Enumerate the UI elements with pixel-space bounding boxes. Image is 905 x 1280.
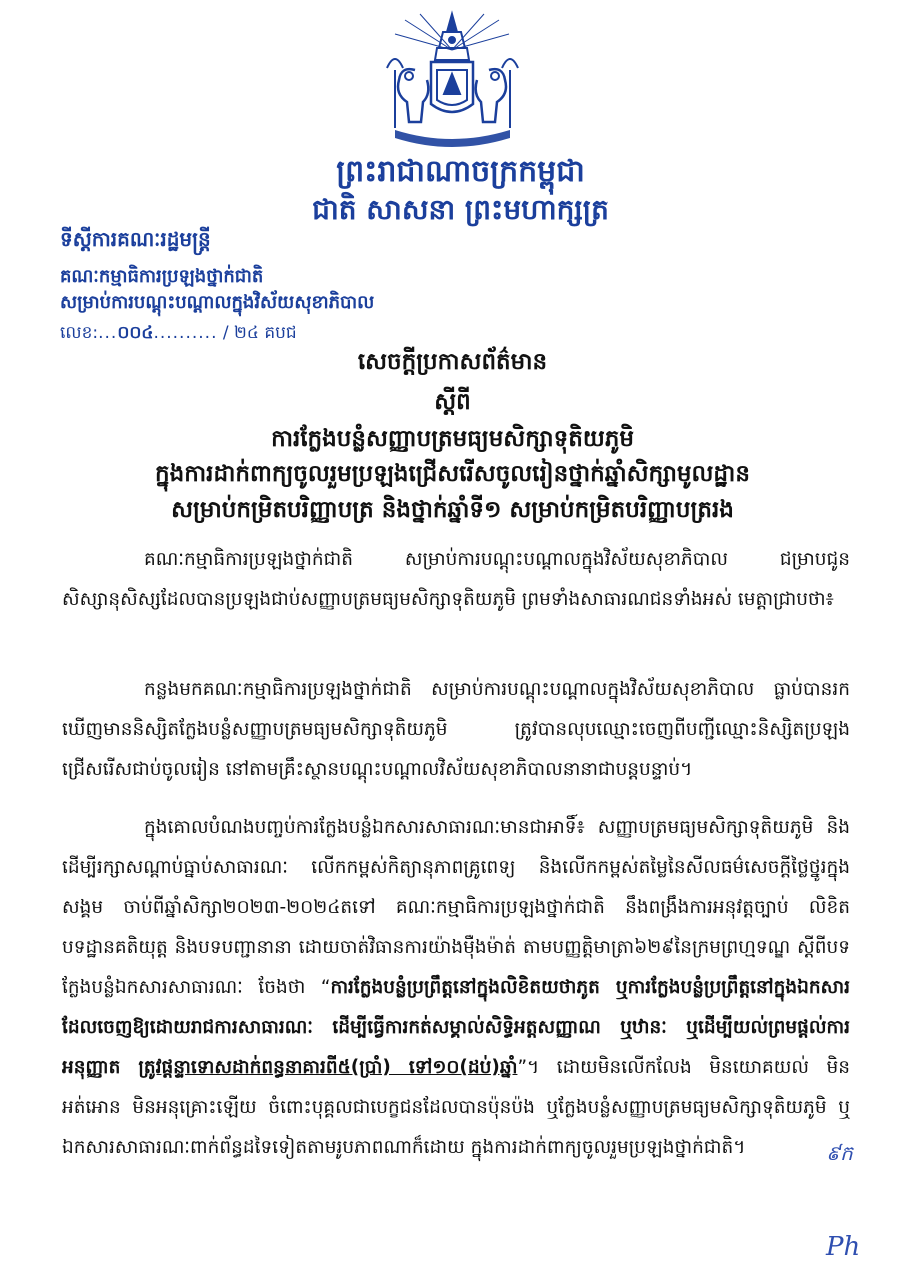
committee-name-line1: គណៈកម្មាធិការប្រឡងថ្នាក់ជាតិ	[60, 266, 264, 287]
paragraph-2: កន្លងមកគណៈកម្មាធិការប្រឡងថ្នាក់ជាតិ សម្រាប់ការបណ្តុះបណ្តាលក្នុងវិស័យសុខាភិបាល ធ្លាប់បានរកឃើញមាននិស្សិតក្លែងបន្លំសញ្ញាបត្រមធ្យមសិក្សាទុតិយភូមិ ត្រូវបានលុបឈ្មោះចេញពីបញ្ជីឈ្មោះនិស្សិតប្រឡងជ្រើសរើសជាប់ចូលរៀន នៅតាមគ្រឹះស្ថានបណ្តុះបណ្តាលវិស័យសុខាភិបាលនានាជាបន្តបន្ទាប់។	[62, 679, 850, 780]
paragraph-3	[62, 808, 850, 1168]
reference-number-value: ០០៤	[117, 323, 154, 343]
handwritten-initial-right: ៩ក	[826, 1141, 853, 1165]
paragraph-3-penalty: ត្រូវផ្តន្ទាទោសដាក់ពន្ធនាគារពី៥(ប្រាំ) ទៅ១០(ដប់)ឆ្នាំ	[138, 1057, 518, 1078]
reference-dots-before: ...	[98, 323, 118, 343]
kingdom-title: ព្រះរាជាណាចក្រកម្ពុជា	[336, 154, 585, 189]
title-subject-label: ស្តីពី	[434, 389, 471, 415]
handwritten-initial-bottom: Ph	[826, 1232, 861, 1262]
reference-number	[60, 322, 297, 347]
reference-year-suffix: / ២៤ គបជ	[222, 323, 297, 343]
document-title: សេចក្តីប្រកាសព័ត៌មាន	[357, 349, 548, 375]
paragraph-3-quoted-law: ការក្លែងបន្លំប្រព្រឹត្តនៅក្នុងលិខិតយថាភូត ឬការក្លែងបន្លំប្រព្រឹត្តនៅក្នុងឯកសារដែលចេញឱ្យដោយរាជការសាធារណៈ ដើម្បីធ្វើការកត់សម្គាល់សិទ្ធិអត្តសញ្ញាណ ឬឋានៈ ឬដើម្បីយល់ព្រមផ្តល់ការអនុញ្ញាត	[62, 977, 850, 1078]
paragraph-3-intro: ក្នុងគោលបំណងបញ្ចប់ការក្លែងបន្លំឯកសារសាធារណៈមានជាអាទិ៍៖ សញ្ញាបត្រមធ្យមសិក្សាទុតិយភូមិ និងដើម្បីរក្សាសណ្តាប់ធ្នាប់សាធារណៈ លើកកម្ពស់កិត្យានុភាពគ្រូពេទ្យ និងលើកកម្ពស់តម្លៃនៃសីលធម៌សេចក្តីថ្លៃថ្នូរក្នុងសង្គម ចាប់ពីឆ្នាំសិក្សា២០២៣-២០២៤តទៅ គណៈកម្មាធិការប្រឡងថ្នាក់ជាតិ នឹងពង្រឹងការអនុវត្តច្បាប់ លិខិតបទដ្ឋានគតិយុត្ត និងបទបញ្ជានានា ដោយចាត់វិធានការយ៉ាងម៉ឺងម៉ាត់ តាមបញ្ញត្តិមាត្រា៦២៩នៃក្រមព្រហ្មទណ្ឌ ស្តីពីបទក្លែងបន្លំឯកសារសាធារណៈ ចែងថា “	[62, 817, 850, 998]
reference-label: លេខ:	[60, 323, 99, 343]
royal-coat-of-arms-icon	[365, 10, 540, 150]
committee-name-line2: សម្រាប់ការបណ្តុះបណ្តាលក្នុងវិស័យសុខាភិបាល	[60, 292, 375, 313]
reference-dots-after: ..........	[153, 323, 218, 343]
ministry-name: ទីស្តីការគណៈរដ្ឋមន្ត្រី	[60, 227, 211, 251]
title-subject-line3: សម្រាប់កម្រិតបរិញ្ញាបត្រ និងថ្នាក់ឆ្នាំទី១ សម្រាប់កម្រិតបរិញ្ញាបត្ររង	[171, 497, 734, 523]
paragraph-3-conclusion: ”។ ដោយមិនលើកលែង មិនយោគយល់ មិនអត់អោន មិនអនុគ្រោះឡើយ ចំពោះបុគ្គលជាបេក្ខជនដែលបានប៉ុនប៉ង ឬក្លែងបន្លំសញ្ញាបត្រមធ្យមសិក្សាទុតិយភូមិ ឬឯកសារសាធារណៈពាក់ព័ន្ធដទៃទៀតតាមរូបភាពណាក៏ដោយ ក្នុងការដាក់ពាក្យចូលរួមប្រឡងថ្នាក់ជាតិ។	[62, 1057, 850, 1158]
national-motto: ជាតិ សាសនា ព្រះមហាក្សត្រ	[312, 193, 609, 226]
paragraph-1: គណៈកម្មាធិការប្រឡងថ្នាក់ជាតិ សម្រាប់ការបណ្តុះបណ្តាលក្នុងវិស័យសុខាភិបាល ជម្រាបជូនសិស្សានុសិស្សដែលបានប្រឡងជាប់សញ្ញាបត្រមធ្យមសិក្សាទុតិយភូមិ ព្រមទាំងសាធារណជនទាំងអស់ មេត្តាជ្រាបថា៖	[62, 549, 850, 610]
title-subject-line1: ការក្លែងបន្លំសញ្ញាបត្រមធ្យមសិក្សាទុតិយភូមិ	[271, 426, 634, 452]
title-subject-line2: ក្នុងការដាក់ពាក្យចូលរួមប្រឡងជ្រើសរើសចូលរៀនថ្នាក់ឆ្នាំសិក្សាមូលដ្ឋាន	[155, 461, 750, 487]
